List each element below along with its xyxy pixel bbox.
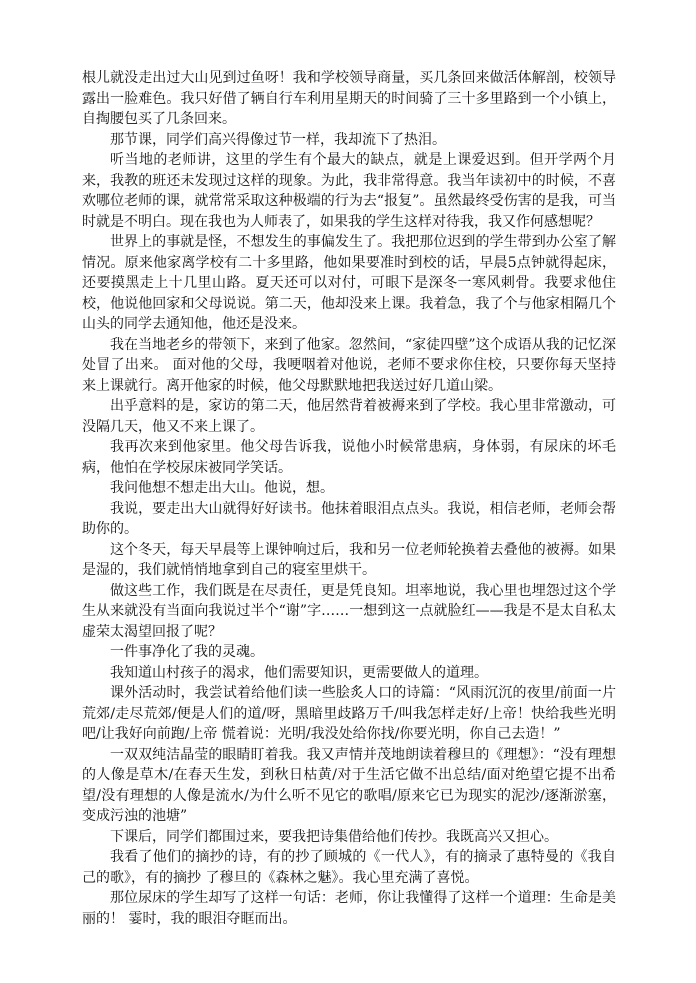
paragraph-14: 课外活动时，我尝试着给他们读一些脍炙人口的诗篇：“风雨沉沉的夜里/前面一片荒郊/走尽荒郊/便是人们的道/呀，黑暗里歧路万千/叫我怎样走好/上帝！快给我些光明吧/让我好向前跑/上帝 慌着说：光明/我没处给你找/你要光明，你自己去造！”: [82, 685, 616, 742]
paragraph-12: 一件事净化了我的灵魂。: [110, 644, 264, 660]
paragraph-11: 做这些工作，我们既是在尽责任，更是凭良知。坦率地说，我心里也埋怨过这个学生从来就没有当面向我说过半个“谢”字……一想到这一点就脸红——我是不是太自私太虚荣太渴望回报了呢？: [82, 582, 616, 640]
paragraph-2: 那节课，同学们高兴得像过节一样，我却流下了热泪。: [110, 131, 446, 148]
paragraph-8: 我问他想不想走出大山。他说，想。: [110, 480, 334, 496]
paragraph-16: 下课后，同学们都围过来，要我把诗集借给他们传抄。我既高兴又担心。: [110, 828, 558, 845]
paragraph-1: 根儿就没走出过大山见到过鱼呀！我和学校领导商量，买几条回来做活体解剖，校领导露出一脸难色。我只好借了辆自行车利用星期天的时间骑了三十多里路到一个小镇上，自掏腰包买了几条回来。: [82, 70, 616, 127]
paragraph-15: 一双双纯洁晶莹的眼睛盯着我。我又声情并茂地朗读着穆旦的《理想》：“没有理想的人像是草木/在春天生发，到秋日枯黄/对于生活它做不出总结/面对绝望它提不出希望/没有理想的人像是流水/为什么听不见它的歌唱/原来它已为现实的泥沙/逐渐淤塞，变成污浊的池塘”: [82, 746, 616, 824]
paragraph-5: 我在当地老乡的带领下，来到了他家。忽然间，“家徒四壁”这个成语从我的记忆深处冒了出来。 面对他的父母，我哽咽着对他说，老师不要求你住校，只要你每天坚持来上课就行。离开他家的时候，他父母默默地把我送过好几道山梁。: [82, 336, 616, 394]
paragraph-7: 我再次来到他家里。他父母告诉我，说他小时候常患病，身体弱，有尿床的坏毛病，他怕在学校尿床被同学笑话。: [82, 439, 616, 476]
paragraph-13: 我知道山村孩子的渴求，他们需要知识，更需要做人的道理。: [110, 664, 488, 681]
paragraph-9: 我说，要走出大山就得好好读书。他抹着眼泪点点头。我说，相信老师，老师会帮助你的。: [82, 500, 616, 537]
paragraph-18: 那位尿床的学生却写了这样一句话：老师，你让我懂得了这样一个道理：生命是美丽的！ 霎时，我的眼泪夺眶而出。: [82, 890, 616, 927]
paragraph-3: 听当地的老师讲，这里的学生有个最大的缺点，就是上课爱迟到。但开学两个月来，我教的班还未发现过这样的现象。为此，我非常得意。我当年读初中的时候，不喜欢哪位老师的课，就常常采取这种极端的行为去“报复”。虽然最终受伤害的是我，可当时就是不明白。现在我也为人师表了，如果我的学生这样对待我，我又作何感想呢？: [82, 152, 616, 230]
paragraph-4: 世界上的事就是怪，不想发生的事偏发生了。我把那位迟到的学生带到办公室了解情况。原来他家离学校有二十多里路，他如果要准时到校的话，早晨5点钟就得起床，还要摸黑走上十几里山路。夏天还可以对付，可眼下是深冬一寒风刺骨。我要求他住校，他说他回家和父母说说。第二天，他却没来上课。我着急，我了个与他家相隔几个山头的同学去通知他，他还是没来。: [82, 234, 616, 332]
paragraph-10: 这个冬天，每天早晨等上课钟响过后，我和另一位老师轮换着去叠他的被褥。如果是湿的，我们就悄悄地拿到自己的寝室里烘干。: [82, 541, 616, 578]
paragraph-6: 出乎意料的是，家访的第二天，他居然背着被褥来到了学校。我心里非常激动，可没隔几天，他又不来上课了。: [82, 398, 616, 435]
document-page: [82, 68, 616, 929]
paragraph-17: 我看了他们的摘抄的诗，有的抄了顾城的《一代人》，有的摘录了惠特曼的《我自己的歌》，有的摘抄 了穆旦的《森林之魅》。我心里充满了喜悦。: [82, 849, 616, 886]
